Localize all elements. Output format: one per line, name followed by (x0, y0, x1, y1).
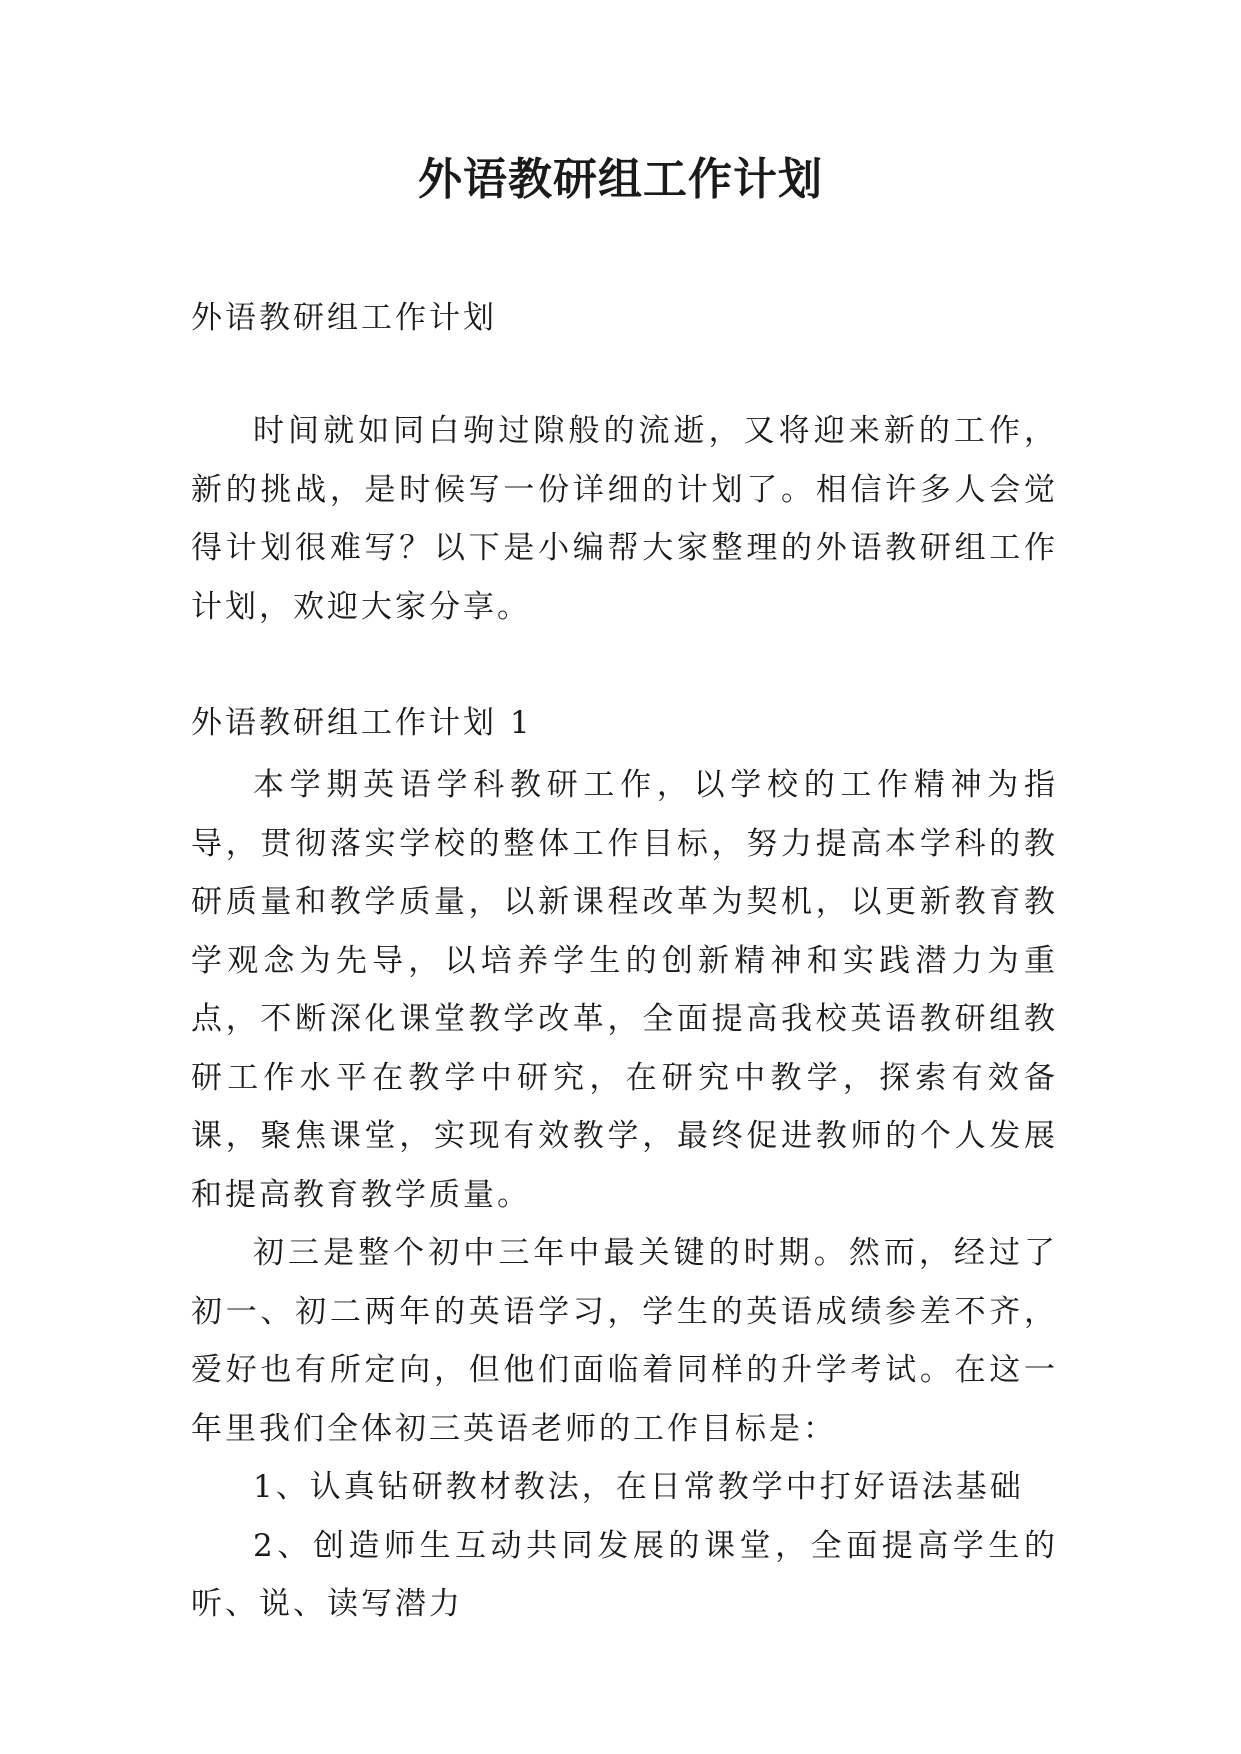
body-paragraph: 本学期英语学科教研工作，以学校的工作精神为指导，贯彻落实学校的整体工作目标，努力提高本学科的教研质量和教学质量，以新课程改革为契机，以更新教育教学观念为先导，以培养学生的创新精神和实践潜力为重点，不断深化课堂教学改革，全面提高我校英语教研组教研工作水平在教学中研究，在研究中教学，探索有效备课，聚焦课堂，实现有效教学，最终促进教师的个人发展和提高教育教学质量。 (191, 767, 1058, 1213)
document-title: 外语教研组工作计划 (418, 154, 823, 205)
list-item: 2、创造师生互动共同发展的课堂，全面提高学生的听、说、读写潜力 (191, 1527, 1058, 1622)
list-item: 1、认真钻研教材教法，在日常教学中打好语法基础 (253, 1469, 1024, 1505)
intro-paragraph (191, 402, 1058, 636)
section-body (191, 756, 1058, 1634)
intro-text: 时间就如同白驹过隙般的流逝，又将迎来新的工作，新的挑战，是时候写一份详细的计划了。相信许多人会觉得计划很难写？以下是小编帮大家整理的外语教研组工作计划，欢迎大家分享。 (191, 413, 1058, 625)
body-paragraph: 初三是整个初中三年中最关键的时期。然而，经过了初一、初二两年的英语学习，学生的英语成绩参差不齐，爱好也有所定向，但他们面临着同样的升学考试。在这一年里我们全体初三英语老师的工作目标是： (191, 1235, 1058, 1447)
section-heading: 外语教研组工作计划 1 (191, 705, 533, 741)
document-subtitle: 外语教研组工作计划 (191, 300, 497, 336)
